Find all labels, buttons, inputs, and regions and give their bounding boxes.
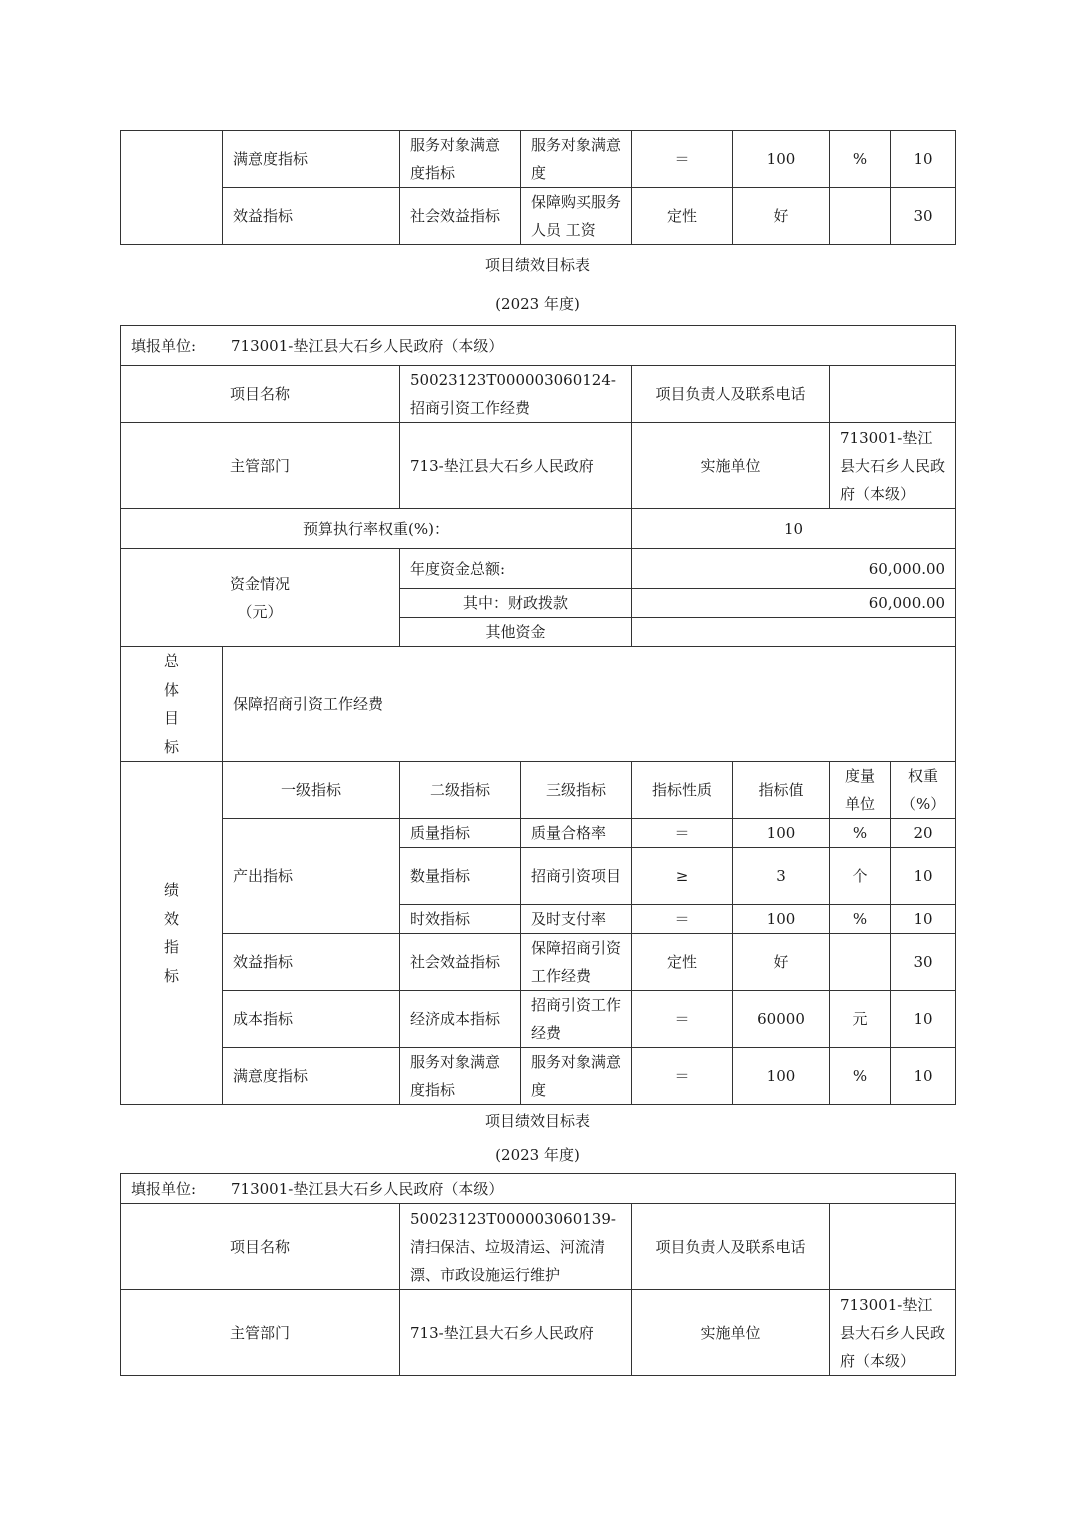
perf-char: 标 — [163, 966, 179, 985]
unit-cell: % — [830, 1048, 891, 1105]
perf-side-cell — [121, 131, 223, 245]
section2-table — [120, 325, 956, 1105]
budget-rate-row — [121, 509, 956, 549]
level3-cell: 招商引资项目 — [521, 848, 632, 905]
header-nature: 指标性质 — [632, 762, 733, 819]
level3-cell: 质量合格率 — [521, 819, 632, 848]
weight-cell: 30 — [891, 188, 956, 245]
value-cell: 好 — [733, 934, 830, 991]
dept-label: 主管部门 — [121, 1290, 400, 1376]
other-funds-label: 其他资金 — [400, 618, 632, 647]
unit-cell — [830, 934, 891, 991]
level2-cell: 服务对象满意度指标 — [400, 131, 521, 188]
table-row — [121, 819, 956, 848]
project-name-row — [121, 366, 956, 423]
weight-cell: 20 — [891, 819, 956, 848]
unit-cell: 个 — [830, 848, 891, 905]
table-row — [121, 1048, 956, 1105]
level2-cell: 社会效益指标 — [400, 934, 521, 991]
fill-unit-row — [121, 1174, 956, 1204]
contact-label: 项目负责人及联系电话 — [632, 366, 830, 423]
weight-cell: 10 — [891, 848, 956, 905]
budget-rate-value: 10 — [632, 509, 956, 549]
level1-cell: 满意度指标 — [223, 1048, 400, 1105]
header-unit: 度量单位 — [830, 762, 891, 819]
unit-cell — [830, 188, 891, 245]
fiscal-value: 60,000.00 — [632, 589, 956, 618]
header-level1: 一级指标 — [223, 762, 400, 819]
value-cell: 100 — [733, 905, 830, 934]
value-cell: 100 — [733, 131, 830, 188]
project-name-label: 项目名称 — [121, 1204, 400, 1290]
level2-cell: 服务对象满意度指标 — [400, 1048, 521, 1105]
section2-block — [120, 325, 956, 1105]
perf-label — [121, 762, 223, 1105]
section2-title: 项目绩效目标表 — [484, 256, 590, 274]
value-cell: 好 — [733, 188, 830, 245]
level2-cell: 数量指标 — [400, 848, 521, 905]
nature-cell: ＝ — [632, 905, 733, 934]
top-indicator-table — [120, 130, 956, 245]
funds-label — [121, 549, 400, 647]
fill-unit-row — [121, 326, 956, 366]
unit-cell: 元 — [830, 991, 891, 1048]
funds-label-line1: 资金情况 — [229, 574, 290, 593]
dept-value: 713-垫江县大石乡人民政府 — [400, 1290, 632, 1376]
level2-cell: 社会效益指标 — [400, 188, 521, 245]
table-row — [121, 934, 956, 991]
weight-cell: 10 — [891, 131, 956, 188]
project-name-value: 50023123T000003060139-清扫保洁、垃圾清运、河流清漂、市政设施运行维护 — [400, 1204, 632, 1290]
impl-label: 实施单位 — [632, 423, 830, 509]
goal-char: 总 — [163, 652, 179, 670]
project-name-value: 50023123T000003060124-招商引资工作经费 — [400, 366, 632, 423]
value-cell: 60000 — [733, 991, 830, 1048]
fill-unit-label: 填报单位: — [131, 1179, 197, 1198]
header-level3: 三级指标 — [521, 762, 632, 819]
perf-char: 效 — [163, 909, 179, 928]
annual-total-value: 60,000.00 — [632, 549, 956, 589]
goal-row — [121, 647, 956, 762]
unit-cell: % — [830, 819, 891, 848]
nature-cell: 定性 — [632, 188, 733, 245]
fill-unit-label: 填报单位: — [131, 336, 197, 355]
project-name-row — [121, 1204, 956, 1290]
level1-cell: 效益指标 — [223, 188, 400, 245]
budget-rate-label: 预算执行率权重(%)： — [121, 509, 632, 549]
level2-cell: 时效指标 — [400, 905, 521, 934]
weight-cell: 10 — [891, 991, 956, 1048]
level2-cell: 经济成本指标 — [400, 991, 521, 1048]
dept-row — [121, 1290, 956, 1376]
goal-char: 标 — [163, 737, 179, 756]
header-value: 指标值 — [733, 762, 830, 819]
level1-cell: 满意度指标 — [223, 131, 400, 188]
other-funds-value — [632, 618, 956, 647]
table-row — [121, 188, 956, 245]
weight-cell: 10 — [891, 1048, 956, 1105]
unit-cell: % — [830, 131, 891, 188]
section3-year: (2023 年度) — [495, 1146, 580, 1164]
dept-row — [121, 423, 956, 509]
funds-label-line2: （元） — [237, 602, 283, 621]
impl-label: 实施单位 — [632, 1290, 830, 1376]
section3-table — [120, 1173, 956, 1376]
goal-label — [121, 647, 223, 762]
weight-cell: 10 — [891, 905, 956, 934]
dept-value: 713-垫江县大石乡人民政府 — [400, 423, 632, 509]
value-cell: 100 — [733, 819, 830, 848]
header-weight: 权重（%） — [891, 762, 956, 819]
dept-label: 主管部门 — [121, 423, 400, 509]
header-row — [121, 762, 956, 819]
output-label: 产出指标 — [223, 819, 400, 934]
weight-cell: 30 — [891, 934, 956, 991]
nature-cell: ＝ — [632, 131, 733, 188]
table-row — [121, 991, 956, 1048]
fill-unit-value: 713001-垫江县大石乡人民政府（本级） — [231, 336, 504, 355]
goal-char: 目 — [163, 709, 179, 727]
funds-row — [121, 549, 956, 589]
impl-value: 713001-垫江县大石乡人民政府（本级） — [830, 423, 956, 509]
fill-unit-value: 713001-垫江县大石乡人民政府（本级） — [231, 1179, 504, 1198]
nature-cell: ＝ — [632, 991, 733, 1048]
level1-cell: 成本指标 — [223, 991, 400, 1048]
nature-cell: 定性 — [632, 934, 733, 991]
project-name-label: 项目名称 — [121, 366, 400, 423]
level3-cell: 招商引资工作经费 — [521, 991, 632, 1048]
contact-value — [830, 366, 956, 423]
level3-cell: 及时支付率 — [521, 905, 632, 934]
contact-value — [830, 1204, 956, 1290]
contact-label: 项目负责人及联系电话 — [632, 1204, 830, 1290]
fiscal-label: 其中：财政拨款 — [400, 589, 632, 618]
unit-cell: % — [830, 905, 891, 934]
section3-title: 项目绩效目标表 — [484, 1112, 590, 1130]
value-cell: 3 — [733, 848, 830, 905]
value-cell: 100 — [733, 1048, 830, 1105]
table-row — [121, 131, 956, 188]
goal-char: 体 — [163, 680, 179, 699]
level3-cell: 服务对象满意度 — [521, 1048, 632, 1105]
goal-text: 保障招商引资工作经费 — [223, 647, 956, 762]
level3-cell: 保障购买服务人员 工资 — [521, 188, 632, 245]
level3-cell: 服务对象满意度 — [521, 131, 632, 188]
nature-cell: ＝ — [632, 1048, 733, 1105]
nature-cell: ≥ — [632, 848, 733, 905]
section3-block — [120, 1173, 956, 1376]
perf-char: 指 — [163, 938, 179, 956]
nature-cell: ＝ — [632, 819, 733, 848]
perf-char: 绩 — [163, 881, 179, 899]
level3-cell: 保障招商引资工作经费 — [521, 934, 632, 991]
level2-cell: 质量指标 — [400, 819, 521, 848]
header-level2: 二级指标 — [400, 762, 521, 819]
annual-total-label: 年度资金总额: — [400, 549, 632, 589]
top-table-block — [120, 130, 956, 245]
section2-year: (2023 年度) — [495, 295, 580, 313]
impl-value: 713001-垫江县大石乡人民政府（本级） — [830, 1290, 956, 1376]
level1-cell: 效益指标 — [223, 934, 400, 991]
